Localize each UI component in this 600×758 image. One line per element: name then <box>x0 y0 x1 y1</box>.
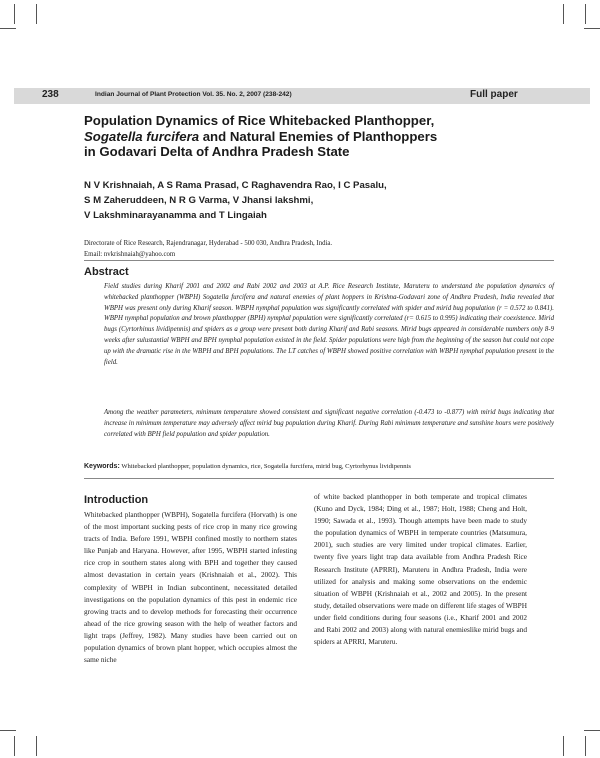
crop-mark <box>584 730 600 731</box>
species-name: Sogatella furcifera <box>84 128 200 144</box>
affiliation-email: Email: nvkrishnaiah@yahoo.com <box>84 250 176 258</box>
title-line-1: Population Dynamics of Rice Whitebacked Planthopper, <box>84 113 435 128</box>
authors-line-1: N V Krishnaiah, A S Rama Prasad, C Raghavendra Rao, I C Pasalu, <box>84 180 387 191</box>
abstract-paragraph-1: Field studies during Kharif 2001 and 2002 and Rabi 2002 and 2003 at A.P. Rice Research Institute, Maruteru to understand the population dynamics of whitebacked planthopper (WBPH) Sogatella furcifera and natural enemies of plant hoppers in Krishna-Godavari zone of Andhra Pradesh, India revealed that WBPH was present only during Kharif season. WBPH nymphal population was significantly correlated with spider and mirid bug population (r = 0.572 to 0.841). WBPH nymphal population and brown planthopper (BPH) nymphal population were significantly correlated (r= 0.615 to 0.995) indicating their coexistence. Mirid bugs (Cyrtorhinus lividipennis) and spiders as a group were present both during Kharif and Rabi seasons. Mirid bugs appeared in considerable numbers only 8-9 weeks after sulustantial WBPH and BPH nymphal population existed in the field. Spider populations were high from the beginning of the season but could not cope up with the dramatic rise in the WBPH and BPH populations. The LT catches of WBPH showed positive correlation with WBPH nymphal population present in the field. <box>104 283 554 366</box>
introduction-heading: Introduction <box>84 494 149 506</box>
paper-type-label: Full paper <box>470 89 518 100</box>
divider <box>84 478 554 479</box>
keywords-label: Keywords: <box>84 463 120 470</box>
introduction-left-column: Whitebacked planthopper (WBPH), Sogatella furcifera (Horvath) is one of the most important sucking pests of rice crop in many rice growing tracts of India. Before 1991, WBPH confined mostly to northern states like Punjab and Haryana. However, after 1995, WBPH started infesting rice crop in southern states along with BPH and together they caused almost devastation in certain years (Krishnaiah et al., 2002). This complexity of WBPH in Indian subcontinent, necessitated detailed investigations on the population dynamics of this pest in endemic rice growing tracts and to develop methods for forecasting their occurrence ahead of the rice growing season with the help of weather factors and light traps (Jeffrey, 1982). Many studies have been carried out on population dynamics of brown plant hopper, which occupies almost the same niche <box>84 510 297 665</box>
divider <box>84 260 554 261</box>
title-line-3: in Godavari Delta of Andhra Pradesh State <box>84 144 350 159</box>
abstract-paragraph-2: Among the weather parameters, minimum temperature showed consistent and significant negative correlation (-0.473 to -0.877) with mirid bugs indicating that increase in minimum temperature may adversely affect mirid bug population during Kharif. During Rabi minimum temperature and sunshine hours were positively correlated with BPH field population and spider population. <box>104 409 554 438</box>
crop-mark <box>0 28 16 29</box>
title-line-2 <box>84 129 554 145</box>
abstract-heading: Abstract <box>84 266 129 278</box>
keywords <box>84 462 554 472</box>
affiliation-address: Directorate of Rice Research, Rajendranagar, Hyderabad - 500 030, Andhra Pradesh, India. <box>84 240 333 247</box>
affiliation <box>84 239 554 260</box>
crop-mark <box>584 28 600 29</box>
introduction-right-column: of white backed planthopper in both temperate and tropical climates (Kuno and Dyck, 1984; Ding et al., 1987; Holt, 1988; Cheng and Holt, 1990; Sawada et al., 1993). Though attempts have been made to study the population dynamics of WBPH in temperate countries (Matsumura, 2001), such studies are very limited under tropical climates. Earlier, twenty five years light trap data available from Andhra Pradesh Rice Research Institute (APRRI), Maruteru in Andhra Pradesh, India were utilized for analysis and making some observations on the endemic situation of WBPH (Krishnaiah et al., 2002 and 2005). In the present study, detailed observations were made on different life stages of WBPH under field conditions during four seasons (i.e., Kharif 2001 and 2002 and Rabi 2002 and 2003) along with natural enemieslike mirid bugs and spiders at APRRI, Maruteru. <box>314 492 527 647</box>
article-title <box>84 113 554 160</box>
title-line-2-rest: and Natural Enemies of Planthoppers <box>199 128 438 144</box>
crop-mark <box>563 4 564 24</box>
journal-citation: Indian Journal of Plant Protection Vol. 35. No. 2, 2007 (238-242) <box>95 91 292 98</box>
page-number: 238 <box>42 89 59 100</box>
author-list <box>84 178 554 223</box>
keywords-text: Whitebacked planthopper, population dynamics, rice, Sogatella furcifera, mirid bug, Cyrtorhynus lividipennis <box>119 463 411 470</box>
authors-line-2: S M Zaheruddeen, N R G Varma, V Jhansi lakshmi, <box>84 195 314 206</box>
crop-mark <box>14 4 15 24</box>
crop-mark <box>14 736 15 756</box>
crop-mark <box>563 736 564 756</box>
crop-mark <box>585 4 586 24</box>
crop-mark <box>36 736 37 756</box>
crop-mark <box>0 730 16 731</box>
authors-line-3: V Lakshminarayanamma and T Lingaiah <box>84 210 267 221</box>
crop-mark <box>585 736 586 756</box>
crop-mark <box>36 4 37 24</box>
